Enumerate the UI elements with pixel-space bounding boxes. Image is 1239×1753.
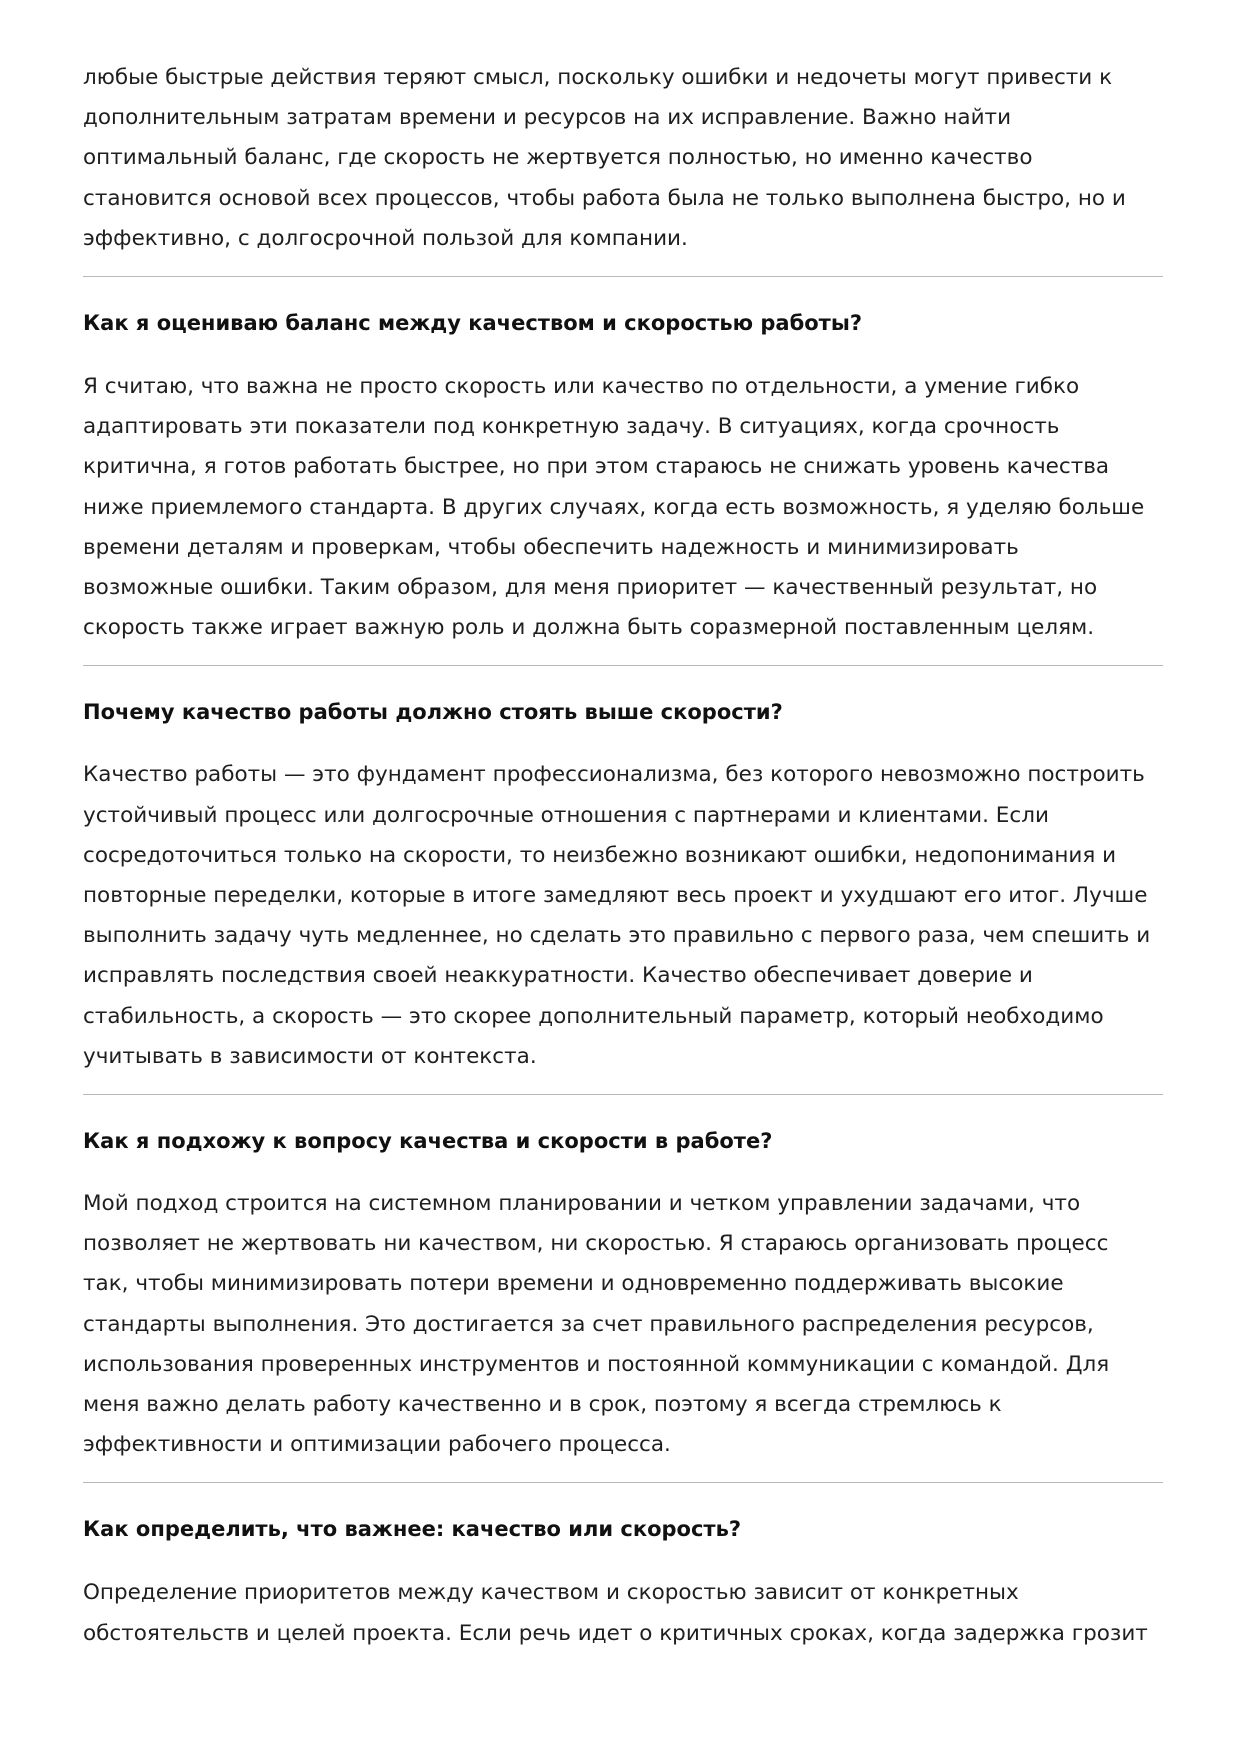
- section-paragraph: [83, 1573, 1163, 1653]
- section-divider: [83, 665, 1163, 666]
- section-divider: [83, 1094, 1163, 1095]
- paragraph-line: скорость также играет важную роль и должна быть соразмерной поставленным целям.: [83, 615, 1095, 641]
- paragraph-line: повторные переделки, которые в итоге замедляют весь проект и ухудшают его итог. Лучше: [83, 883, 1148, 909]
- paragraph-line: стабильность, а скорость — это скорее дополнительный параметр, который необходимо: [83, 1003, 1104, 1029]
- document-page: [83, 58, 1163, 1654]
- paragraph-line: любые быстрые действия теряют смысл, поскольку ошибки и недочеты могут привести к: [83, 65, 1113, 90]
- paragraph-line: Я считаю, что важна не просто скорость или качество по отдельности, а умение гибко: [83, 374, 1080, 400]
- paragraph-line: времени деталям и проверкам, чтобы обеспечить надежность и минимизировать: [83, 534, 1019, 560]
- paragraph-line: адаптировать эти показатели под конкретную задачу. В ситуациях, когда срочность: [83, 414, 1060, 440]
- section-paragraph: [83, 755, 1163, 1077]
- paragraph-line: ниже приемлемого стандарта. В других случаях, когда есть возможность, я уделяю больше: [83, 494, 1145, 520]
- paragraph-line: выполнить задачу чуть медленнее, но сделать это правильно с первого раза, чем спешить и: [83, 923, 1151, 949]
- section-paragraph: [83, 367, 1163, 648]
- paragraph-line: обстоятельств и целей проекта. Если речь идет о критичных сроках, когда задержка грозит: [83, 1620, 1148, 1646]
- paragraph-line: устойчивый процесс или долгосрочные отношения с партнерами и клиентами. Если: [83, 802, 1049, 828]
- paragraph-line: сосредоточиться только на скорости, то неизбежно возникают ошибки, недопонимания и: [83, 842, 1117, 868]
- paragraph-line: Качество работы — это фундамент профессионализма, без которого невозможно построить: [83, 762, 1145, 788]
- paragraph-line: стандарты выполнения. Это достигается за счет правильного распределения ресурсов,: [83, 1311, 1094, 1337]
- paragraph-line: использования проверенных инструментов и постоянной коммуникации с командой. Для: [83, 1351, 1110, 1377]
- paragraph-line: оптимальный баланс, где скорость не жертвуется полностью, но именно качество: [83, 145, 1033, 171]
- paragraph-line: меня важно делать работу качественно и в срок, поэтому я всегда стремлюсь к: [83, 1392, 1002, 1418]
- paragraph-line: эффективно, с долгосрочной пользой для компании.: [83, 225, 688, 251]
- section-heading: Как я оцениваю баланс между качеством и скоростью работы?: [83, 311, 863, 336]
- paragraph-line: учитывать в зависимости от контекста.: [83, 1043, 537, 1069]
- paragraph-line: так, чтобы минимизировать потери времени и одновременно поддерживать высокие: [83, 1271, 1064, 1297]
- section-heading: Как определить, что важнее: качество или скорость?: [83, 1517, 742, 1542]
- paragraph-line: становится основой всех процессов, чтобы работа была не только выполнена быстро, но и: [83, 185, 1126, 211]
- section-heading: Почему качество работы должно стоять выше скорости?: [83, 700, 783, 725]
- section-divider: [83, 1482, 1163, 1483]
- paragraph-line: эффективности и оптимизации рабочего процесса.: [83, 1432, 671, 1458]
- section-heading: Как я подхожу к вопросу качества и скорости в работе?: [83, 1129, 773, 1154]
- paragraph-line: Мой подход строится на системном планировании и четком управлении задачами, что: [83, 1191, 1081, 1217]
- paragraph-line: дополнительным затратам времени и ресурсов на их исправление. Важно найти: [83, 105, 1012, 131]
- paragraph-line: исправлять последствия своей неаккуратности. Качество обеспечивает доверие и: [83, 963, 1033, 989]
- paragraph-line: возможные ошибки. Таким образом, для меня приоритет — качественный результат, но: [83, 575, 1098, 601]
- paragraph-line: позволяет не жертвовать ни качеством, ни скоростью. Я стараюсь организовать процесс: [83, 1231, 1109, 1257]
- section-paragraph: [83, 1184, 1163, 1465]
- paragraph-line: Определение приоритетов между качеством и скоростью зависит от конкретных: [83, 1580, 1019, 1606]
- intro-paragraph: [83, 58, 1163, 259]
- paragraph-line: критична, я готов работать быстрее, но при этом стараюсь не снижать уровень качества: [83, 454, 1110, 480]
- section-divider: [83, 276, 1163, 277]
